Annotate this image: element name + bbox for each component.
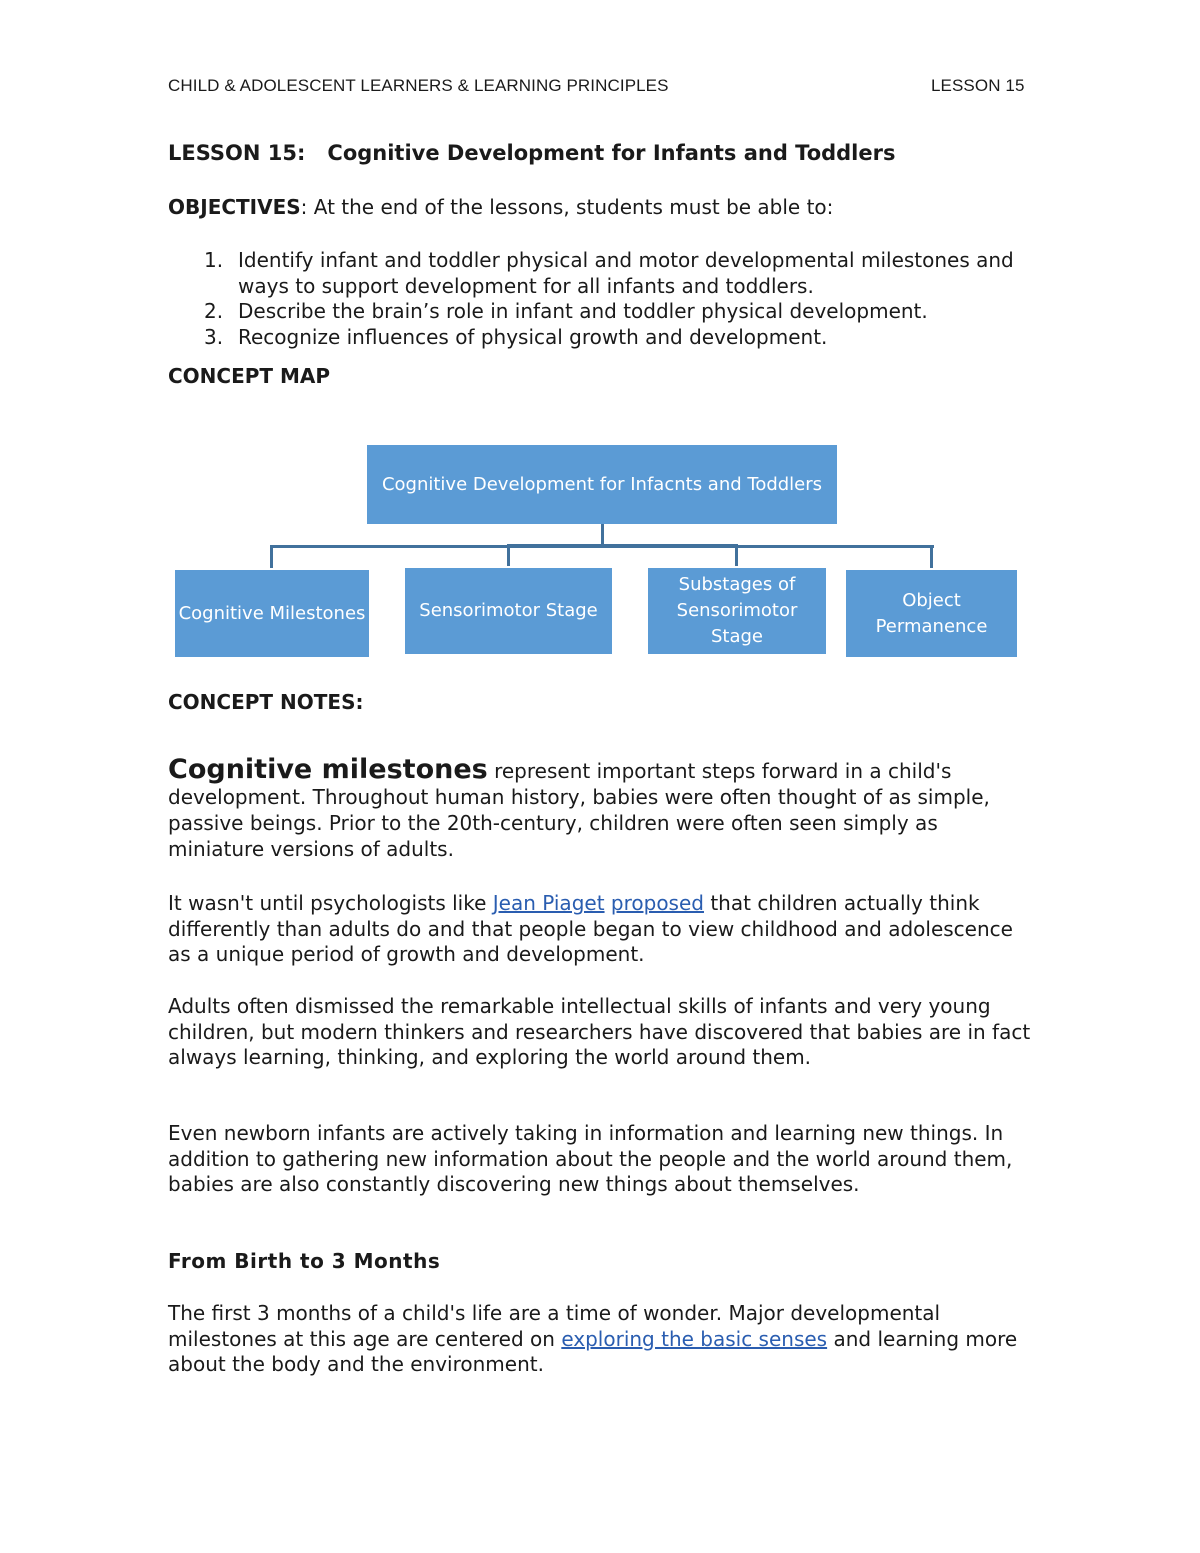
objective-item [168,325,1038,351]
lesson-title [168,141,895,165]
connector-line [507,544,510,566]
paragraph-text: that children actually think differently than adults do and that people began to view childhood and adolescence as a unique period of growth and development. [168,891,1013,966]
concept-map-child-box: Sensorimotor Stage [405,568,612,654]
paragraph-cognitive-milestones [168,754,1038,862]
objectives-intro-text: : At the end of the lessons, students must be able to: [300,195,834,219]
running-header-lesson: LESSON 15 [931,76,1025,95]
exploring-basic-senses-link[interactable]: exploring the basic senses [561,1326,828,1351]
connector-line [735,544,738,566]
concept-map [0,0,1200,700]
objectives-label: OBJECTIVES [168,195,301,219]
objective-text: Recognize influences of physical growth and development. [238,324,828,349]
paragraph-text: It wasn't until psychologists like [168,891,493,915]
subheading-birth-to-3-months: From Birth to 3 Months [168,1249,441,1273]
proposed-link[interactable]: proposed [610,891,704,915]
concept-map-heading: CONCEPT MAP [168,364,331,388]
lesson-label: LESSON 15: [168,141,306,165]
connector-line [601,524,604,548]
objective-number: 1. [204,248,224,272]
objective-text: Identify infant and toddler physical and motor developmental milestones and ways to support development for all infants and toddlers. [238,248,1014,298]
objectives-intro [168,195,1048,221]
objective-item [168,248,1038,299]
concept-map-child-box: Object Permanence [846,570,1017,657]
concept-map-root-box: Cognitive Development for Infacnts and Toddlers [367,445,837,524]
objective-number: 3. [204,324,224,349]
paragraph-text: and learning more about the body and the environment. [168,1326,1018,1376]
objective-text: Describe the brain’s role in infant and toddler physical development. [238,299,928,323]
connector-line [270,545,934,548]
paragraph-newborn: Even newborn infants are actively taking in information and learning new things. In addition to gathering new information about the people and the world around them, babies are also constantly discovering new things about themselves. [168,1121,1013,1196]
paragraph-adults: Adults often dismissed the remarkable intellectual skills of infants and very young children, but modern thinkers and researchers have discovered that babies are in fact always learning, thinking, and exploring the world around them. [168,994,1031,1069]
objective-item [168,299,1038,325]
concept-notes-heading: CONCEPT NOTES: [168,690,364,714]
connector-line [270,545,273,568]
paragraph-first-3-months [168,1301,1038,1378]
paragraph-piaget [168,891,1038,968]
lesson-title-text: Cognitive Development for Infants and Toddlers [327,141,896,165]
concept-map-child-box: Substages of Sensorimotor Stage [648,568,826,654]
paragraph-text: represent important steps forward in a child's development. Throughout human history, babies were often thought of as simple, passive beings. Prior to the 20th-century, children were often seen simply as miniature versions of adults. [168,759,990,861]
concept-map-child-box: Cognitive Milestones [175,570,369,657]
paragraph-text: The first 3 months of a child's life are a time of wonder. Major developmental milestones at this age are centered on [168,1301,941,1351]
objective-number: 2. [204,299,224,323]
jean-piaget-link[interactable]: Jean Piaget [492,891,605,915]
objectives-list [168,248,1038,350]
term-cognitive-milestones: Cognitive milestones [168,754,488,785]
connector-line [930,545,933,568]
running-header-title: CHILD & ADOLESCENT LEARNERS & LEARNING PRINCIPLES [168,76,669,95]
connector-line [507,544,737,547]
